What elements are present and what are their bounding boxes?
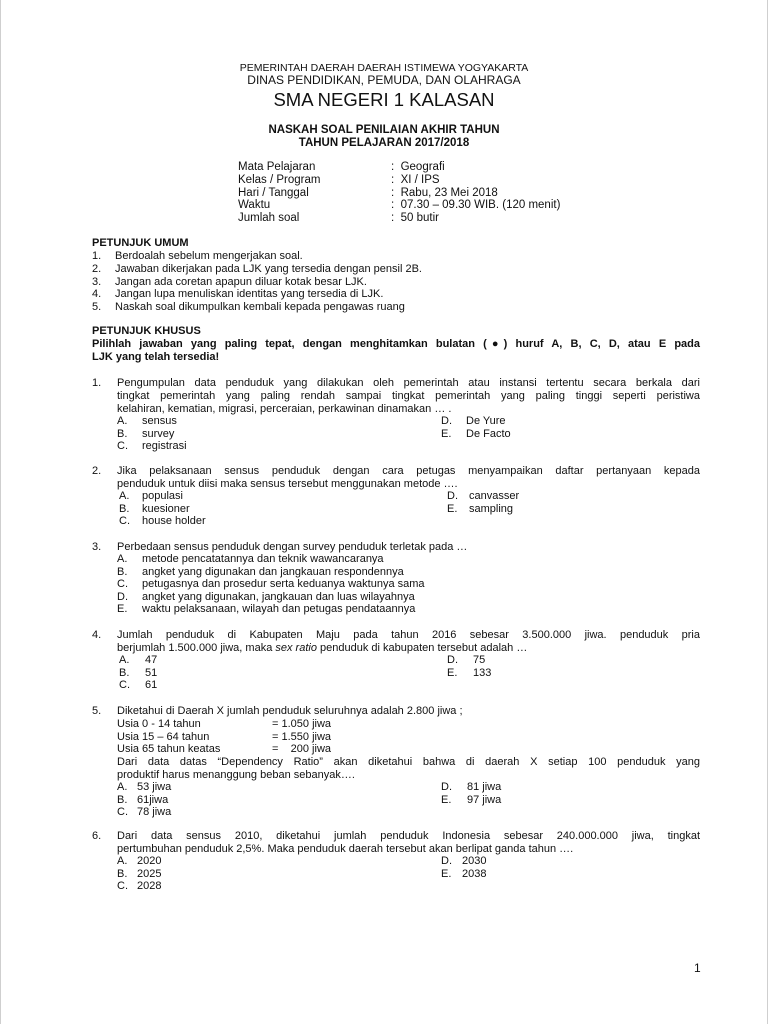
option-letter: C. [117,578,128,591]
option-letter: A. [119,490,130,502]
page-number: 1 [694,961,701,975]
question-text: Dari data sensus 2010, diketahui jumlah penduduk Indonesia sebesar 240.000.000 jiwa, tingkat [117,830,700,842]
petunjuk-khusus-heading: PETUNJUK KHUSUS [92,325,201,337]
option [119,667,157,680]
option-text: petugasnya dan prosedur serta keduanya waktunya sama [142,578,425,591]
list-text: Jangan ada coretan apapun diluar kotak besar LJK. [115,275,367,288]
list-text: Jangan lupa menuliskan identitas yang tersedia di LJK. [115,288,384,301]
option-text: 47 [145,654,158,666]
option-letter: E. [447,666,458,679]
age-label: Usia 0 - 14 tahun [117,718,201,730]
option-text: waktu pelaksanaan, wilayah dan petugas pendataannya [142,603,416,616]
option [117,806,171,819]
option [117,781,171,794]
petunjuk-umum-heading: PETUNJUK UMUM [92,237,189,249]
info-row: : XI / IPS [391,173,440,186]
page-border-left [0,0,1,1024]
option-text: 2025 [137,867,162,880]
age-values [272,718,331,756]
option [117,603,425,616]
option-text: canvasser [469,490,520,502]
option-letter: C. [117,440,128,453]
question-text: penduduk untuk diisi maka sensus tersebut menggunakan metode …. [117,478,458,490]
list-text: Jawaban dikerjakan pada LJK yang tersedia dengan pensil 2B. [115,262,422,275]
question-number: 2. [92,465,102,477]
info-row: : 07.30 – 09.30 WIB. (120 menit) [391,199,561,212]
question-text: Jumlah penduduk di Kabupaten Maju pada tahun 2016 sebesar 3.500.000 jiwa. penduduk pria [117,629,700,641]
option-letter: C. [119,515,130,528]
option-text: 2020 [137,855,162,867]
option-text: De Yure [466,415,506,427]
option-letter: B. [119,502,130,515]
question-number: 6. [92,830,102,842]
option [447,503,519,516]
question-number: 5. [92,705,102,717]
option-letter: A. [117,415,128,427]
option-text: 81 jiwa [467,781,502,793]
list-item [92,288,422,301]
options-list [117,553,425,616]
option-letter: B. [117,565,128,578]
list-num: 4. [92,288,102,301]
info-labels [238,161,320,225]
question-text: Diketahui di Daerah X jumlah penduduk seluruhnya adalah 2.800 jiwa ; [117,705,463,717]
age-value: = 1.050 jiwa [272,718,332,730]
option-letter: E. [441,793,452,806]
question-text-italic: sex ratio [275,642,317,654]
info-values [391,161,560,225]
option-text: kuesioner [142,502,190,515]
option-letter: C. [117,880,128,893]
info-value: Rabu, 23 Mei 2018 [400,186,498,199]
option-text: angket yang digunakan dan jangkauan respondennya [142,565,404,578]
option-text: angket yang digunakan, jangkauan dan luas wilayahnya [142,590,415,603]
question-text [117,642,527,655]
option [119,515,206,528]
info-label: Waktu [238,199,271,212]
option [119,679,157,692]
option-letter: A. [117,781,128,793]
header-department: DINAS PENDIDIKAN, PEMUDA, DAN OLAHRAGA [247,73,521,87]
header-school: SMA NEGERI 1 KALASAN [273,89,495,110]
option-letter: D. [441,781,452,793]
option [117,794,171,807]
age-value: = 200 jiwa [272,743,332,756]
options-right [441,415,511,440]
option-text: 78 jiwa [137,806,172,819]
option-letter: A. [117,855,128,867]
option-letter: B. [119,666,130,679]
options-right [441,781,501,806]
question-text-part: penduduk di kabupaten tersebut adalah … [316,642,528,654]
option-text: sensus [142,415,177,427]
list-item [92,250,422,263]
header-government: PEMERINTAH DAERAH DAERAH ISTIMEWA YOGYAKARTA [239,62,529,74]
options-left [117,781,171,819]
option [447,490,519,503]
question-text: tingkat pemerintah yang paling rendah sampai tingkat pemerintah yang paling tinggi seperti peristiwa [117,390,700,402]
option-letter: C. [119,679,130,692]
option [117,553,425,566]
question-text: Perbedaan sensus penduduk dengan survey penduduk terletak pada … [117,541,468,553]
option-text: populasi [142,490,183,502]
options-left [119,490,206,528]
list-num: 2. [92,262,102,275]
list-text: Berdoalah sebelum mengerjakan soal. [115,250,303,262]
question-text: pertumbuhan penduduk 2,5%. Maka penduduk daerah tersebut akan berlipat ganda tahun …. [117,843,574,855]
option-text: 133 [473,666,492,679]
option [447,667,491,680]
question-text: Pengumpulan data penduduk yang dilakukan oleh pemerintah atau instansi tertentu secara berkala dari [117,377,700,389]
option [441,428,511,441]
option-text: 2030 [462,855,487,867]
age-label: Usia 15 – 64 tahun [117,730,210,743]
option [119,654,157,667]
option-text: 51 [145,666,158,679]
question-text: Dari data datas “Dependency Ratio” akan diketahui bahwa di daerah X setiap 100 penduduk yang [117,756,700,768]
question-number: 1. [92,377,102,389]
option-text: 53 jiwa [137,781,172,793]
option [441,868,486,881]
option-text: 2038 [462,867,487,880]
info-value: 07.30 – 09.30 WIB. (120 menit) [400,199,561,212]
option-text: De Facto [466,427,511,440]
option-letter: B. [117,427,128,440]
option [117,566,425,579]
option-letter: E. [447,502,458,515]
list-num: 3. [92,275,102,288]
age-value: = 1.550 jiwa [272,730,332,743]
option-text: 97 jiwa [467,793,502,806]
option [447,654,491,667]
option [441,415,511,428]
info-value: XI / IPS [400,173,440,186]
option-text: registrasi [142,440,187,453]
list-text: Naskah soal dikumpulkan kembali kepada pengawas ruang [115,301,405,314]
option [119,503,206,516]
option-text: 75 [473,654,486,666]
options-left [117,415,187,453]
option-letter: E. [441,867,452,880]
question-number: 4. [92,629,102,641]
info-row: : Rabu, 23 Mei 2018 [391,186,498,199]
info-row: : 50 butir [391,212,439,225]
option [441,794,501,807]
question-number: 3. [92,541,102,553]
option-text: 61jiwa [137,793,169,806]
option-letter: D. [441,855,452,867]
exam-title: NASKAH SOAL PENILAIAN AKHIR TAHUN [268,124,500,136]
option [117,415,187,428]
age-labels [117,718,220,756]
info-row: : Geografi [391,161,445,173]
petunjuk-khusus-line1: Pilihlah jawaban yang paling tepat, dengan menghitamkan bulatan (●) huruf A, B, C, D, atau E pada [92,338,700,350]
option-letter: A. [119,654,130,666]
petunjuk-umum-list [92,250,422,314]
option [117,578,425,591]
option-letter: E. [117,603,128,616]
option [441,781,501,794]
option-letter: D. [447,654,458,666]
option-letter: D. [447,490,458,502]
option [117,591,425,604]
option-text: sampling [469,502,514,515]
options-right [441,855,486,880]
option [119,490,206,503]
question-text: kelahiran, kematian, migrasi, perceraian, perkawinan dinamakan … . [117,403,452,415]
question-text: produktif harus menanggung beban sebanyak…. [117,769,355,781]
option-text: 2028 [137,880,162,893]
question-text-part: berjumlah 1.500.000 jiwa, maka [117,642,276,654]
exam-year: TAHUN PELAJARAN 2017/2018 [298,137,470,149]
question-text: Jika pelaksanaan sensus penduduk dengan cara petugas menyampaikan daftar pertanyaan kepada [117,465,700,477]
option [441,855,486,868]
list-num: 5. [92,301,102,314]
option [117,868,161,881]
info-value: Geografi [400,161,445,173]
option-text: metode pencatatannya dan teknik wawancaranya [142,553,384,565]
option-text: 61 [145,679,158,692]
info-value: 50 butir [400,212,439,225]
age-label: Usia 65 tahun keatas [117,743,221,756]
option-text: survey [142,427,175,440]
option-letter: B. [117,867,128,880]
petunjuk-khusus-line2: LJK yang telah tersedia! [92,351,220,363]
option-letter: E. [441,427,452,440]
list-item [92,301,422,314]
option-letter: D. [117,590,128,603]
options-left [117,855,161,893]
info-label: Hari / Tanggal [238,186,309,199]
options-right [447,654,491,679]
options-left [119,654,157,692]
list-item [92,276,422,289]
option-letter: C. [117,806,128,819]
option [117,880,161,893]
option [117,440,187,453]
option-letter: A. [117,553,128,565]
option [117,855,161,868]
option-letter: B. [117,793,128,806]
info-label: Jumlah soal [238,212,300,225]
option-letter: D. [441,415,452,427]
info-label: Kelas / Program [238,173,321,186]
info-label: Mata Pelajaran [238,161,316,173]
list-item [92,263,422,276]
option-text: house holder [142,515,206,528]
option [117,428,187,441]
options-right [447,490,519,515]
list-num: 1. [92,250,102,262]
